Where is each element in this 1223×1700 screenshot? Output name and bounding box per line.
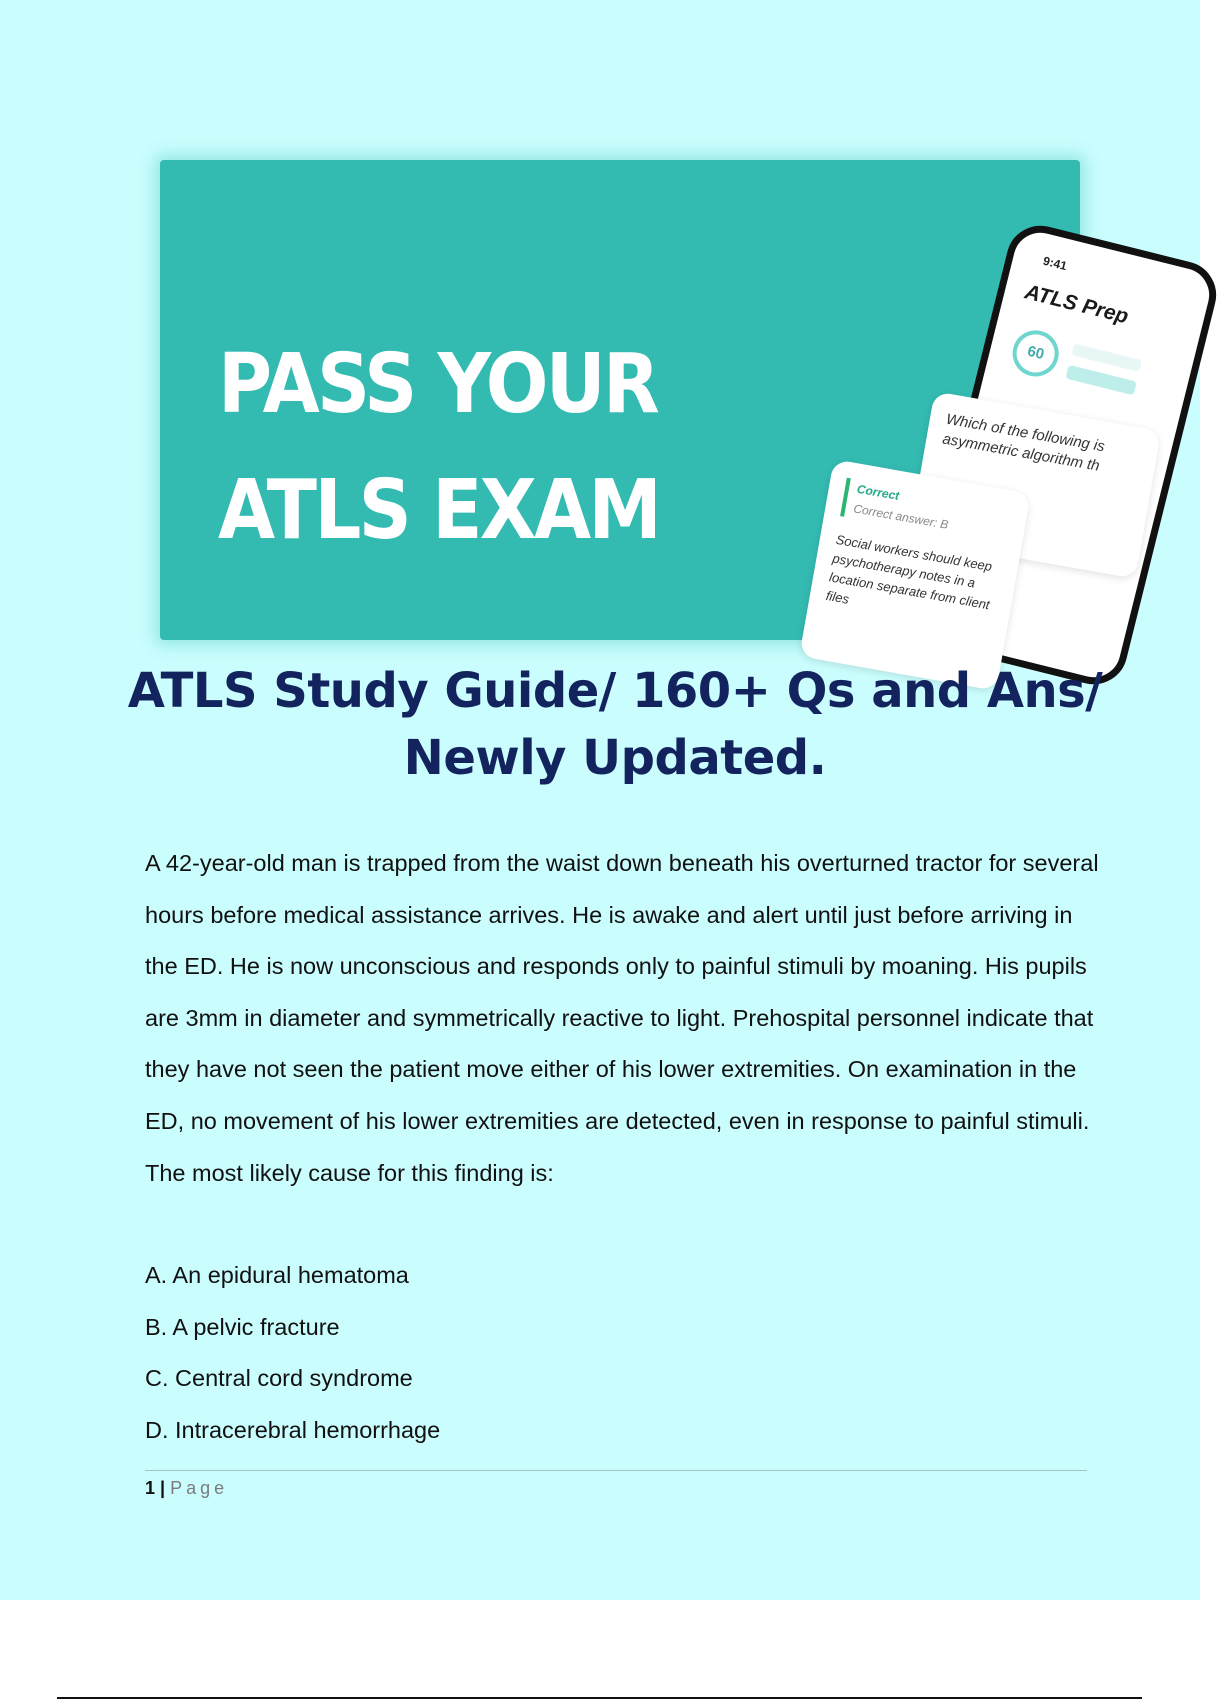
question-stem (145, 838, 1100, 1199)
bottom-divider (57, 1697, 1142, 1699)
page-label: Page (170, 1478, 229, 1498)
option-b: B. A pelvic fracture (145, 1313, 340, 1340)
banner-headline (218, 322, 659, 574)
question-text: A 42-year-old man is trapped from the waist down beneath his overturned tractor for several hours before medical assistance arrives. He is awake and alert until just before arriving in the ED. He is now unconscious and responds only to painful stimuli by moaning. His pupils are 3mm in diameter and symmetrically reactive to light. Prehospital personnel indicate that they have not seen the patient move either of his lower extremities. On examination in the ED, no movement of his lower extremities are detected, even in response to painful stimuli. The most likely cause for this finding is: (145, 850, 1099, 1186)
answer-card (799, 459, 1031, 691)
answer-card-text: Social workers should keep psychotherapy notes in a location separate from client files (824, 531, 994, 613)
document-title: ATLS Study Guide/ 160+ Qs and Ans/ Newly Updated. (127, 663, 1103, 786)
answer-options (145, 1250, 1045, 1456)
phone-time: 9:41 (1041, 253, 1069, 274)
correct-answer: Correct answer: B (852, 501, 950, 532)
page-number: 1 (145, 1478, 156, 1498)
score-ring: 60 (1008, 326, 1064, 382)
banner-headline-line-2: ATLS EXAM (218, 463, 660, 558)
banner-headline-line-1: PASS YOUR (218, 337, 658, 432)
correct-label: Correct (855, 481, 901, 503)
option-d: D. Intracerebral hemorrhage (145, 1416, 441, 1443)
progress-bar-fill (1065, 365, 1136, 396)
page-footer (145, 1474, 228, 1502)
option-c: C. Central cord syndrome (145, 1365, 413, 1391)
footer-separator: | (160, 1478, 166, 1498)
phone-app-title: ATLS Prep (1022, 280, 1131, 329)
option-a: A. An epidural hematoma (145, 1262, 409, 1288)
question-card: Which of the following is asymmetric algorithm th (909, 391, 1162, 579)
promo-banner-image (160, 160, 1131, 640)
footer-divider (145, 1470, 1087, 1471)
